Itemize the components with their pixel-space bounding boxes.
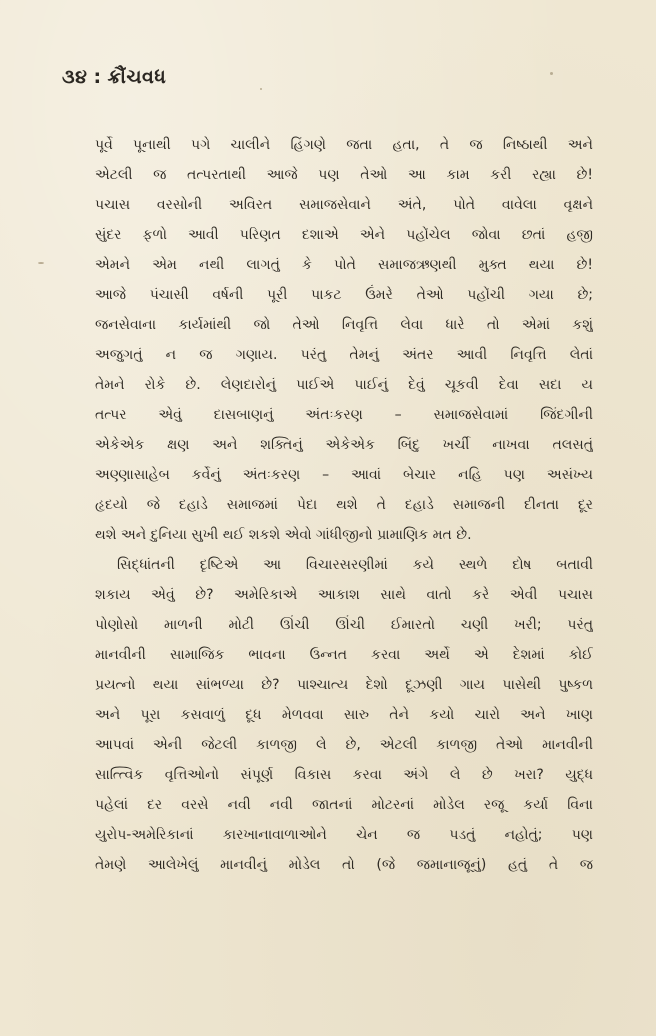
text-line: એમને એમ નથી લાગતું કે પોતે સમાજઋણથી મુક્ત થયા છે!	[95, 257, 593, 273]
paper-speck	[38, 262, 44, 264]
text-line: પોણોસો માળની મોટી ઊંચી ઊંચી ઈમારતો ચણી ખરી; પરંતુ	[95, 617, 593, 633]
text-line: હૃદયો જે દહાડે સમાજમાં પેદા થશે તે દહાડે સમાજની દીનતા દૂર	[95, 497, 593, 513]
paper-speck	[260, 88, 262, 90]
text-line: પહેલાં દર વરસે નવી નવી જાતનાં મોટરનાં મોડેલ રજૂ કર્યા વિના	[95, 797, 593, 813]
header-separator: :	[93, 66, 102, 88]
text-line: સુંદર ફળો આવી પરિણત દશાએ એને પહોંચેલ જોવા છતાં હજી	[95, 227, 593, 243]
text-line: એટલી જ તત્પરતાથી આજે પણ તેઓ આ કામ કરી રહ્યા છે!	[95, 167, 593, 183]
text-line: જનસેવાના કાર્યમાંથી જો તેઓ નિવૃત્તિ લેવા ધારે તો એમાં કશું	[95, 317, 593, 333]
text-line: આપવાં એની જેટલી કાળજી લે છે, એટલી કાળજી તેઓ માનવીની	[95, 737, 593, 753]
paragraph-1	[95, 130, 593, 550]
text-line: થશે અને દુનિયા સુખી થઈ શકશે એવો ગાંધીજીનો પ્રામાણિક મત છે.	[95, 527, 472, 543]
text-line: સિદ્ધાંતની દૃષ્ટિએ આ વિચારસરણીમાં કયે સ્થળે દોષ બતાવી	[117, 557, 593, 573]
text-line: અજુગતું ન જ ગણાય. પરંતુ તેમનું અંતર આવી નિવૃત્તિ લેતાં	[95, 347, 593, 363]
text-line: તેમને રોકે છે. લેણદારોનું પાઈએ પાઈનું દેવું ચૂકવી દેવા સદા ય	[95, 377, 593, 393]
text-line: એકેએક ક્ષણ અને શક્તિનું એકેએક બિંદુ ખર્ચી નાખવા તલસતું	[95, 437, 593, 453]
paragraph-2	[95, 550, 593, 880]
text-line: અને પૂરા કસવાળું દૂધ મેળવવા સારુ તેને કયો ચારો અને ખાણ	[95, 707, 593, 723]
body-text	[95, 130, 593, 880]
page-number: ૩૪	[62, 66, 88, 88]
text-line: માનવીની સામાજિક ભાવના ઉન્નત કરવા અર્થે એ દેશમાં કોઈ	[95, 647, 593, 663]
text-line: પ્રયત્નો થયા સાંભળ્યા છે? પાશ્ચાત્ય દેશો દૂઝણી ગાય પાસેથી પુષ્કળ	[95, 677, 593, 693]
text-line: પચાસ વરસોની અવિરત સમાજસેવાને અંતે, પોતે વાવેલા વૃક્ષને	[95, 197, 593, 213]
text-line: તત્પર એવું દાસબાણનું અંતઃકરણ – સમાજસેવામાં જિંદગીની	[95, 407, 593, 423]
text-line: યુરોપ-અમેરિકાનાં કારખાનાવાળાઓને ચેન જ પડતું નહોતું; પણ	[95, 827, 593, 843]
paper-speck	[550, 72, 553, 75]
text-line: તેમણે આલેખેલું માનવીનું મોડેલ તો (જે જમાનાજૂનું) હતું તે જ	[95, 857, 593, 873]
text-line: આજે પંચાસી વર્ષની પૂરી પાકટ ઉંમરે તેઓ પહોંચી ગયા છે;	[95, 287, 593, 303]
page-header	[62, 66, 166, 88]
chapter-title: ક્રૌંચવધ	[107, 66, 167, 88]
text-line: અણ્ણાસાહેબ કર્વેનું અંતઃકરણ – આવાં બેચાર નહિ પણ અસંખ્ય	[95, 467, 593, 483]
text-line: શકાય એવું છે? અમેરિકાએ આકાશ સાથે વાતો કરે એવી પચાસ	[95, 587, 593, 603]
text-line: સાત્ત્વિક વૃત્તિઓનો સંપૂર્ણ વિકાસ કરવા અંગે લે છે ખરા? યુદ્ધ	[95, 767, 593, 783]
text-line: પૂર્વે પૂનાથી પગે ચાલીને હિંગણે જતા હતા, તે જ નિષ્ઠાથી અને	[95, 137, 593, 153]
